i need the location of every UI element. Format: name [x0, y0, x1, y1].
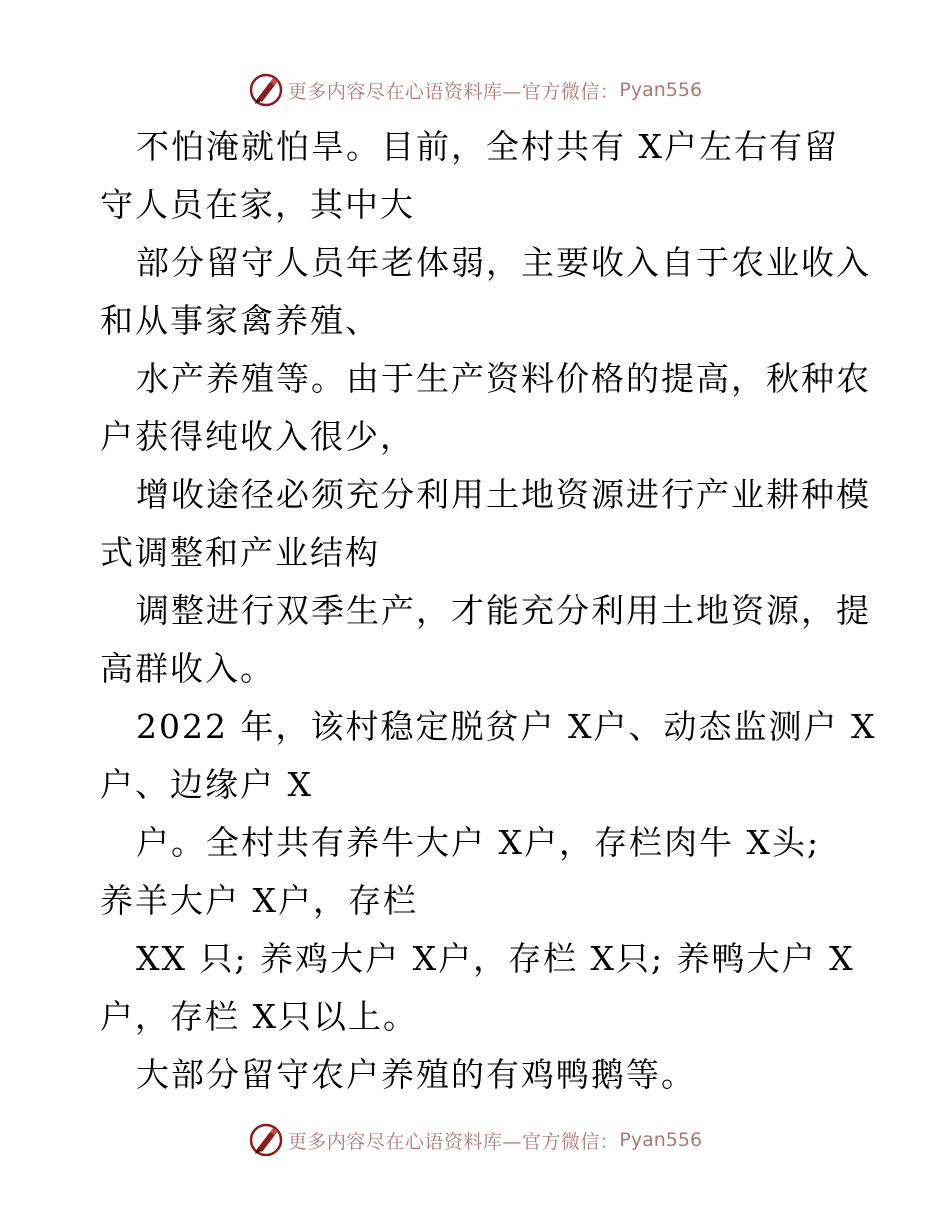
text-line: 高群收入。	[100, 649, 275, 688]
document-body	[100, 118, 877, 1104]
header-wechat-id: Pyan556	[619, 79, 703, 101]
footer-wechat-id: Pyan556	[619, 1129, 703, 1151]
text-line: 户、边缘户 X	[100, 765, 313, 804]
text-line: 守人员在家，其中大	[100, 185, 415, 224]
text-line: 增收途径必须充分利用土地资源进行产业耕种模	[136, 475, 871, 514]
brush-pen-logo-icon	[248, 1122, 284, 1158]
text-line: 户，存栏 X只以上。	[100, 997, 418, 1036]
text-line: 养羊大户 X户，存栏	[100, 881, 418, 920]
header-banner-text: 更多内容尽在心语资料库—官方微信：	[287, 80, 620, 103]
text-line: 和从事家禽养殖、	[100, 301, 380, 340]
header-banner	[0, 70, 950, 110]
text-line: 不怕淹就怕旱。目前，全村共有 X户左右有留	[136, 127, 839, 166]
text-line: 大部分留守农户养殖的有鸡鸭鹅等。	[136, 1055, 696, 1094]
brush-pen-logo-icon	[248, 72, 284, 108]
footer-banner-text: 更多内容尽在心语资料库—官方微信：	[287, 1130, 620, 1153]
text-line: 水产养殖等。由于生产资料价格的提高，秋种农	[136, 359, 871, 398]
text-line: 2022 年，该村稳定脱贫户 X户、动态监测户 X	[136, 707, 877, 746]
text-line: XX 只; 养鸡大户 X户，存栏 X只; 养鸭大户 X	[136, 939, 855, 978]
text-line: 式调整和产业结构	[100, 533, 380, 572]
text-line: 部分留守人员年老体弱，主要收入自于农业收入	[136, 243, 871, 282]
text-line: 调整进行双季生产，才能充分利用土地资源，提	[136, 591, 871, 630]
footer-banner	[0, 1120, 950, 1160]
text-line: 户。全村共有养牛大户 X户，存栏肉牛 X头;	[136, 823, 821, 862]
text-line: 户获得纯收入很少，	[100, 417, 415, 456]
